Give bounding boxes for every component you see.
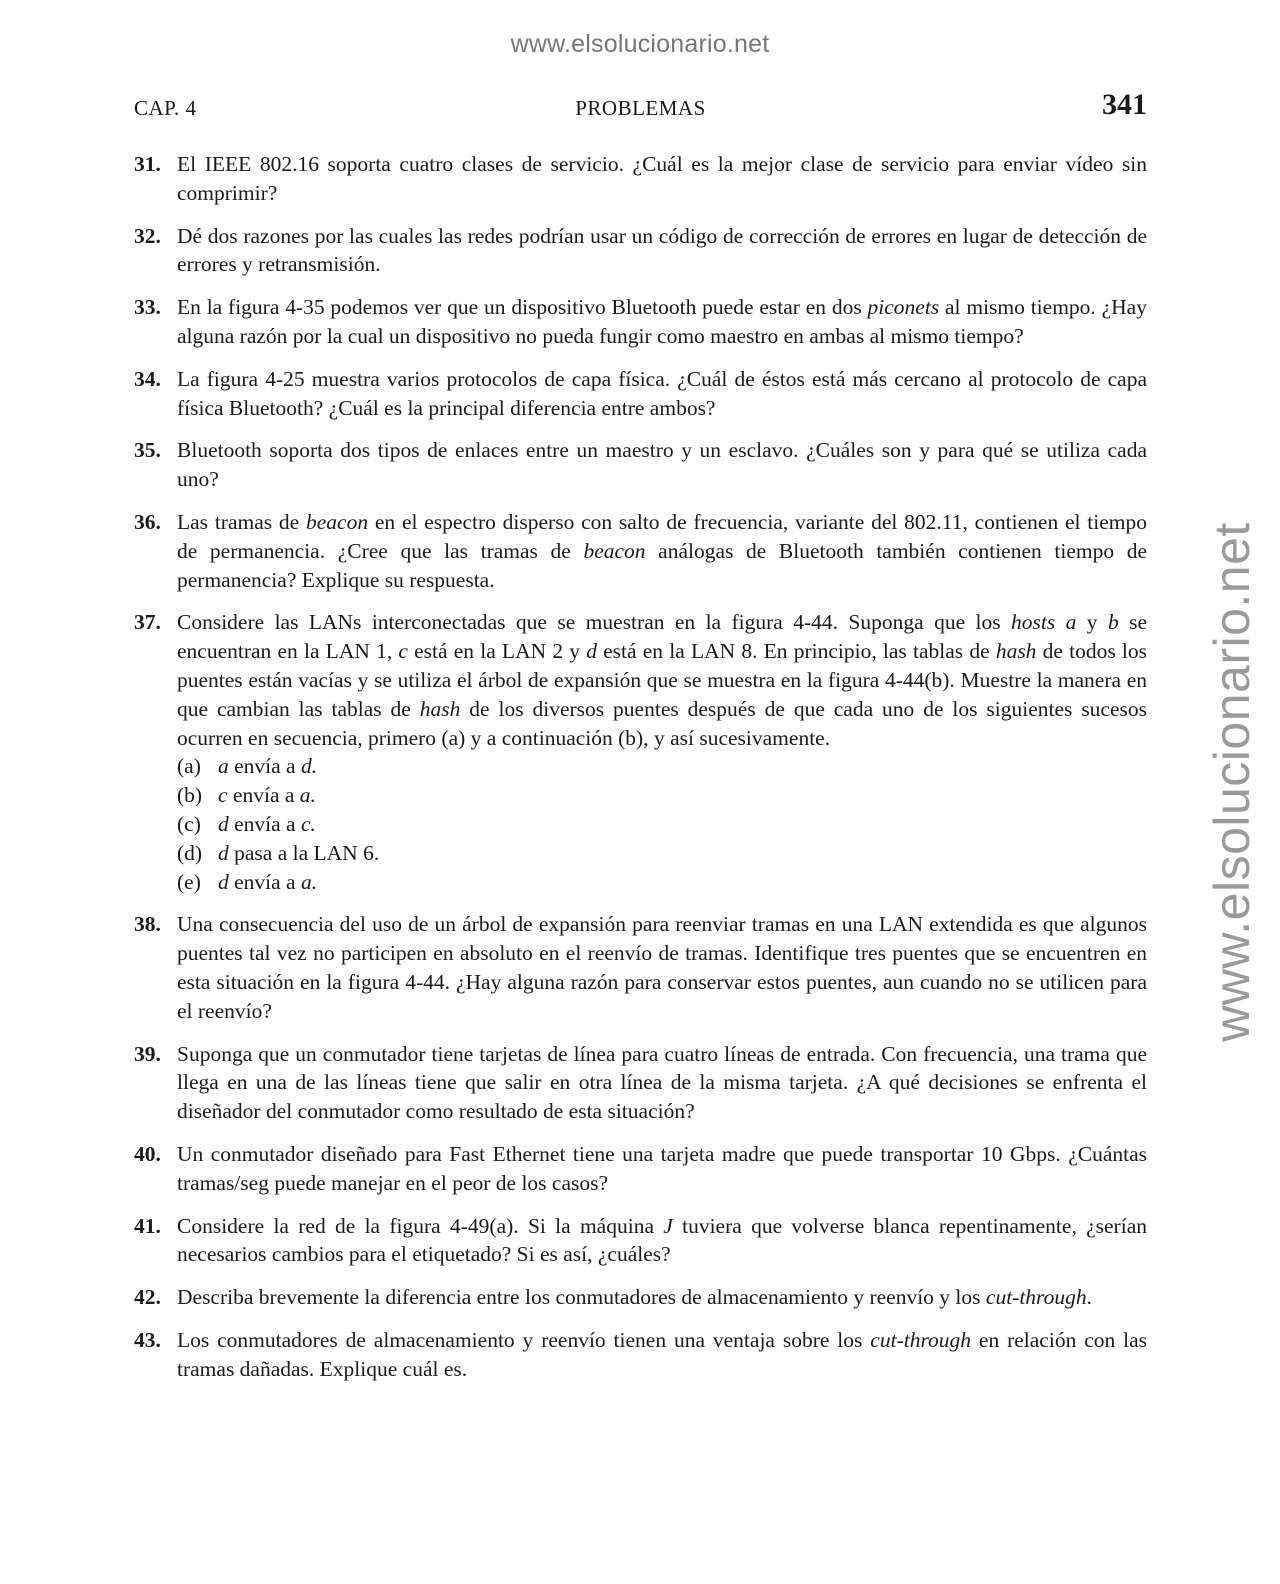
problem-text: Bluetooth soporta dos tipos de enlaces entre un maestro y un esclavo. ¿Cuáles son y para qué se utiliza cada uno?: [177, 438, 1147, 492]
problem-35: [134, 436, 1147, 494]
problem-32: [134, 222, 1147, 280]
problem-38: [134, 910, 1147, 1025]
problem-number: 41.: [134, 1213, 161, 1238]
problem-41: [134, 1212, 1147, 1270]
problem-text: Los conmutadores de almacenamiento y reenvío tienen una ventaja sobre los cut-through en relación con las tramas dañadas. Explique cuál es.: [177, 1327, 1148, 1381]
chapter-label: CAP. 4: [134, 96, 197, 120]
running-head: [134, 88, 1147, 128]
problem-text: Un conmutador diseñado para Fast Ethernet tiene una tarjeta madre que puede transportar 10 Gbps. ¿Cuántas tramas/seg puede manejar en el peor de los casos?: [177, 1141, 1147, 1195]
problem-number: 34.: [134, 366, 161, 391]
problem-number: 39.: [134, 1041, 161, 1066]
problem-text: Describa brevemente la diferencia entre los conmutadores de almacenamiento y reenvío y los cut-through.: [177, 1285, 1092, 1310]
problem-number: 42.: [134, 1285, 161, 1310]
problem-text: La figura 4-25 muestra varios protocolos de capa física. ¿Cuál de éstos está más cercano al protocolo de capa física Bluetooth? ¿Cuál es la principal diferencia entre ambos?: [177, 366, 1147, 420]
watermark-top: www.elsolucionario.net: [510, 30, 770, 58]
page-number: 341: [1102, 88, 1147, 121]
section-title: PROBLEMAS: [575, 96, 706, 120]
problem-37: [134, 608, 1147, 896]
watermark-side: www.elsolucionario.net: [1204, 522, 1260, 1042]
problem-list: [134, 150, 1147, 1397]
problem-number: 40.: [134, 1141, 161, 1166]
problem-number: 35.: [134, 438, 161, 463]
problem-text: Considere la red de la figura 4-49(a). Si la máquina J tuviera que volverse blanca repentinamente, ¿serían necesarios cambios para el etiquetado? Si es así, ¿cuáles?: [177, 1213, 1147, 1267]
problem-number: 37.: [134, 610, 161, 635]
problem-36: [134, 508, 1147, 594]
problem-text: Las tramas de beacon en el espectro disperso con salto de frecuencia, variante del 802.11, contienen el tiempo de permanencia. ¿Cree que las tramas de beacon análogas de Bluetooth también contienen tiempo de permanencia? Explique su respuesta.: [177, 509, 1147, 592]
problem-number: 36.: [134, 509, 161, 534]
subitem-a: (a) a envía a d.: [177, 754, 318, 779]
problem-39: [134, 1040, 1147, 1126]
problem-33: [134, 293, 1147, 351]
problem-number: 38.: [134, 912, 161, 937]
subitem-e: (e) d envía a a.: [177, 869, 318, 894]
problem-text: Una consecuencia del uso de un árbol de expansión para reenviar tramas en una LAN extendida es que algunos puentes tal vez no participen en absoluto en el reenvío de tramas. Identifique tres puentes que se encuentren en esta situación en la figura 4-44. ¿Hay alguna razón para conservar estos puentes, aun cuando no se utilicen para el reenvío?: [177, 912, 1147, 1023]
problem-number: 31.: [134, 152, 161, 176]
problem-text: El IEEE 802.16 soporta cuatro clases de servicio. ¿Cuál es la mejor clase de servicio para enviar vídeo sin comprimir?: [177, 152, 1147, 205]
problem-text: Suponga que un conmutador tiene tarjetas de línea para cuatro líneas de entrada. Con frecuencia, una trama que llega en una de las líneas tiene que salir en otra línea de la misma tarjeta. ¿A qué decisiones se enfrenta el diseñador del conmutador como resultado de esta situación?: [177, 1041, 1147, 1124]
subitem-d: (d) d pasa a la LAN 6.: [177, 840, 380, 865]
problem-text: Dé dos razones por las cuales las redes podrían usar un código de corrección de errores en lugar de detección de errores y retransmisión.: [177, 223, 1147, 277]
problem-40: [134, 1140, 1147, 1198]
subitem-c: (c) d envía a c.: [177, 811, 316, 836]
problem-number: 32.: [134, 223, 161, 248]
problem-34: [134, 365, 1147, 423]
problem-43: [134, 1326, 1147, 1384]
problem-42: [134, 1283, 1147, 1312]
problem-number: 43.: [134, 1327, 161, 1352]
problem-text: En la figura 4-35 podemos ver que un dispositivo Bluetooth puede estar en dos piconets al mismo tiempo. ¿Hay alguna razón por la cual un dispositivo no pueda fungir como maestro en ambas al mismo tiempo?: [177, 295, 1147, 348]
subitem-b: (b) c envía a a.: [177, 783, 316, 808]
problem-number: 33.: [134, 295, 161, 320]
problem-31: [134, 150, 1147, 208]
problem-text: Considere las LANs interconectadas que se muestran en la figura 4-44. Suponga que los hosts a y b se encuentran en la LAN 1, c está en la LAN 2 y d está en la LAN 8. En principio, las tablas de hash de todos los puentes están vacías y se utiliza el árbol de expansión que se muestra en la figura 4-44(b). Muestre la manera en que cambian las tablas de hash de los diversos puentes después de que cada uno de los siguientes sucesos ocurren en secuencia, primero (a) y a continuación (b), y así sucesivamente.: [177, 610, 1148, 750]
